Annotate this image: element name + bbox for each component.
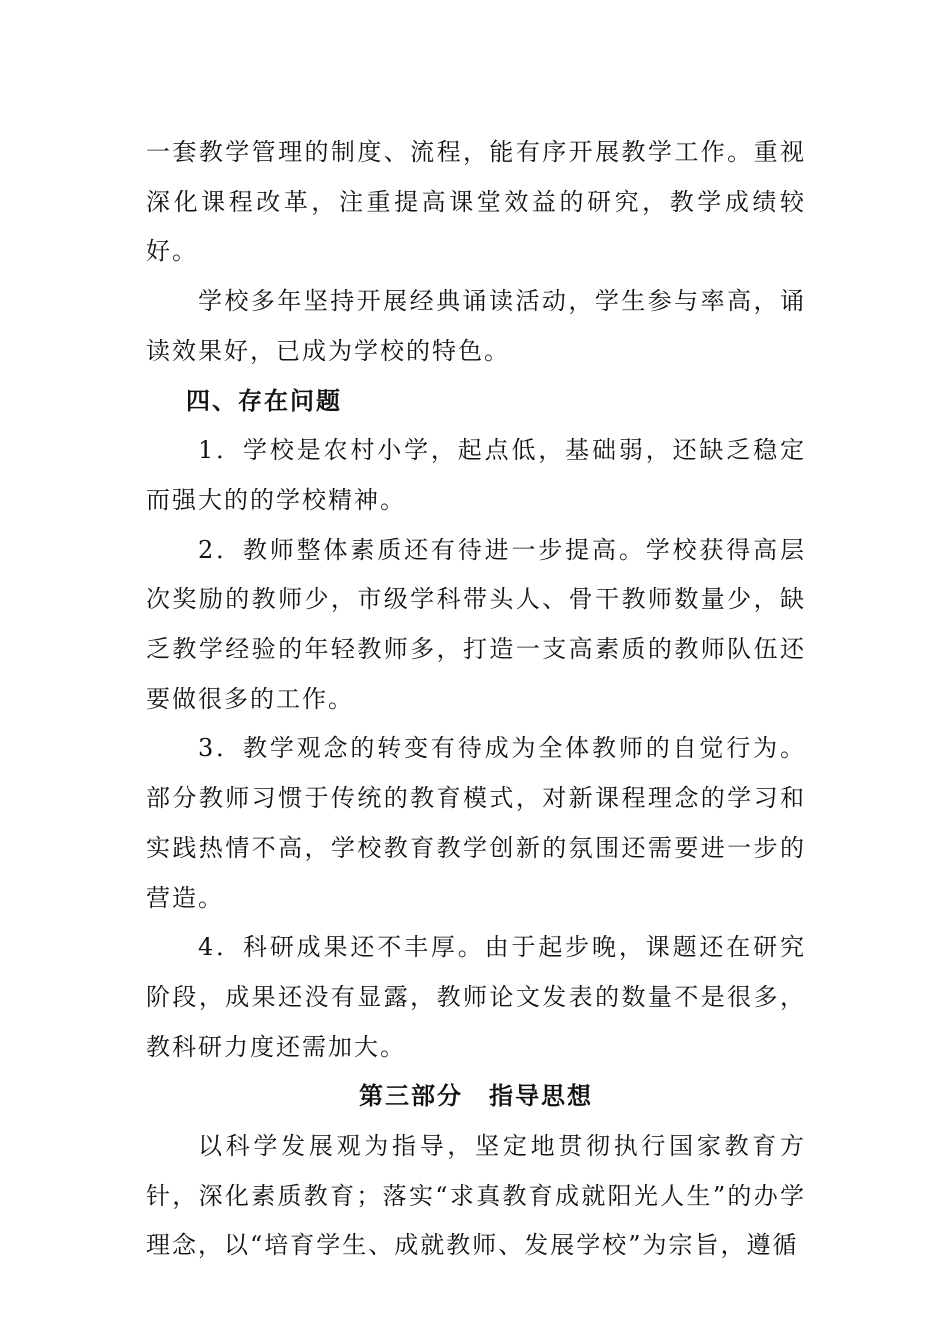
part-heading-guiding-ideology: 第三部分 指导思想 bbox=[359, 1082, 593, 1111]
issue-paragraph-3: 3．教学观念的转变有待成为全体教师的自觉行为。部分教师习惯于传统的教育模式，对新课程理念的学习和实践热情不高，学校教育教学创新的氛围还需要进一步的营造。 bbox=[146, 734, 806, 912]
section-heading-existing-problems: 四、存在问题 bbox=[186, 386, 342, 415]
guiding-paragraph: 以科学发展观为指导，坚定地贯彻执行国家教育方针，深化素质教育；落实“求真教育成就阳光人生”的办学理念，以“培育学生、成就教师、发展学校”为宗旨，遵循 bbox=[146, 1132, 806, 1260]
issue-paragraph-2: 2．教师整体素质还有待进一步提高。学校获得高层次奖励的教师少，市级学科带头人、骨干教师数量少，缺乏教学经验的年轻教师多，打造一支高素质的教师队伍还要做很多的工作。 bbox=[146, 535, 806, 713]
body-paragraph: 学校多年坚持开展经典诵读活动，学生参与率高，诵读效果好，已成为学校的特色。 bbox=[146, 287, 806, 365]
body-paragraph: 一套教学管理的制度、流程，能有序开展教学工作。重视深化课程改革，注重提高课堂效益的研究，教学成绩较好。 bbox=[146, 138, 806, 266]
document-body bbox=[146, 128, 806, 1271]
issue-paragraph-4: 4．科研成果还不丰厚。由于起步晚，课题还在研究阶段，成果还没有显露，教师论文发表的数量不是很多，教科研力度还需加大。 bbox=[146, 933, 806, 1061]
issue-paragraph-1: 1．学校是农村小学，起点低，基础弱，还缺乏稳定而强大的的学校精神。 bbox=[146, 436, 806, 514]
